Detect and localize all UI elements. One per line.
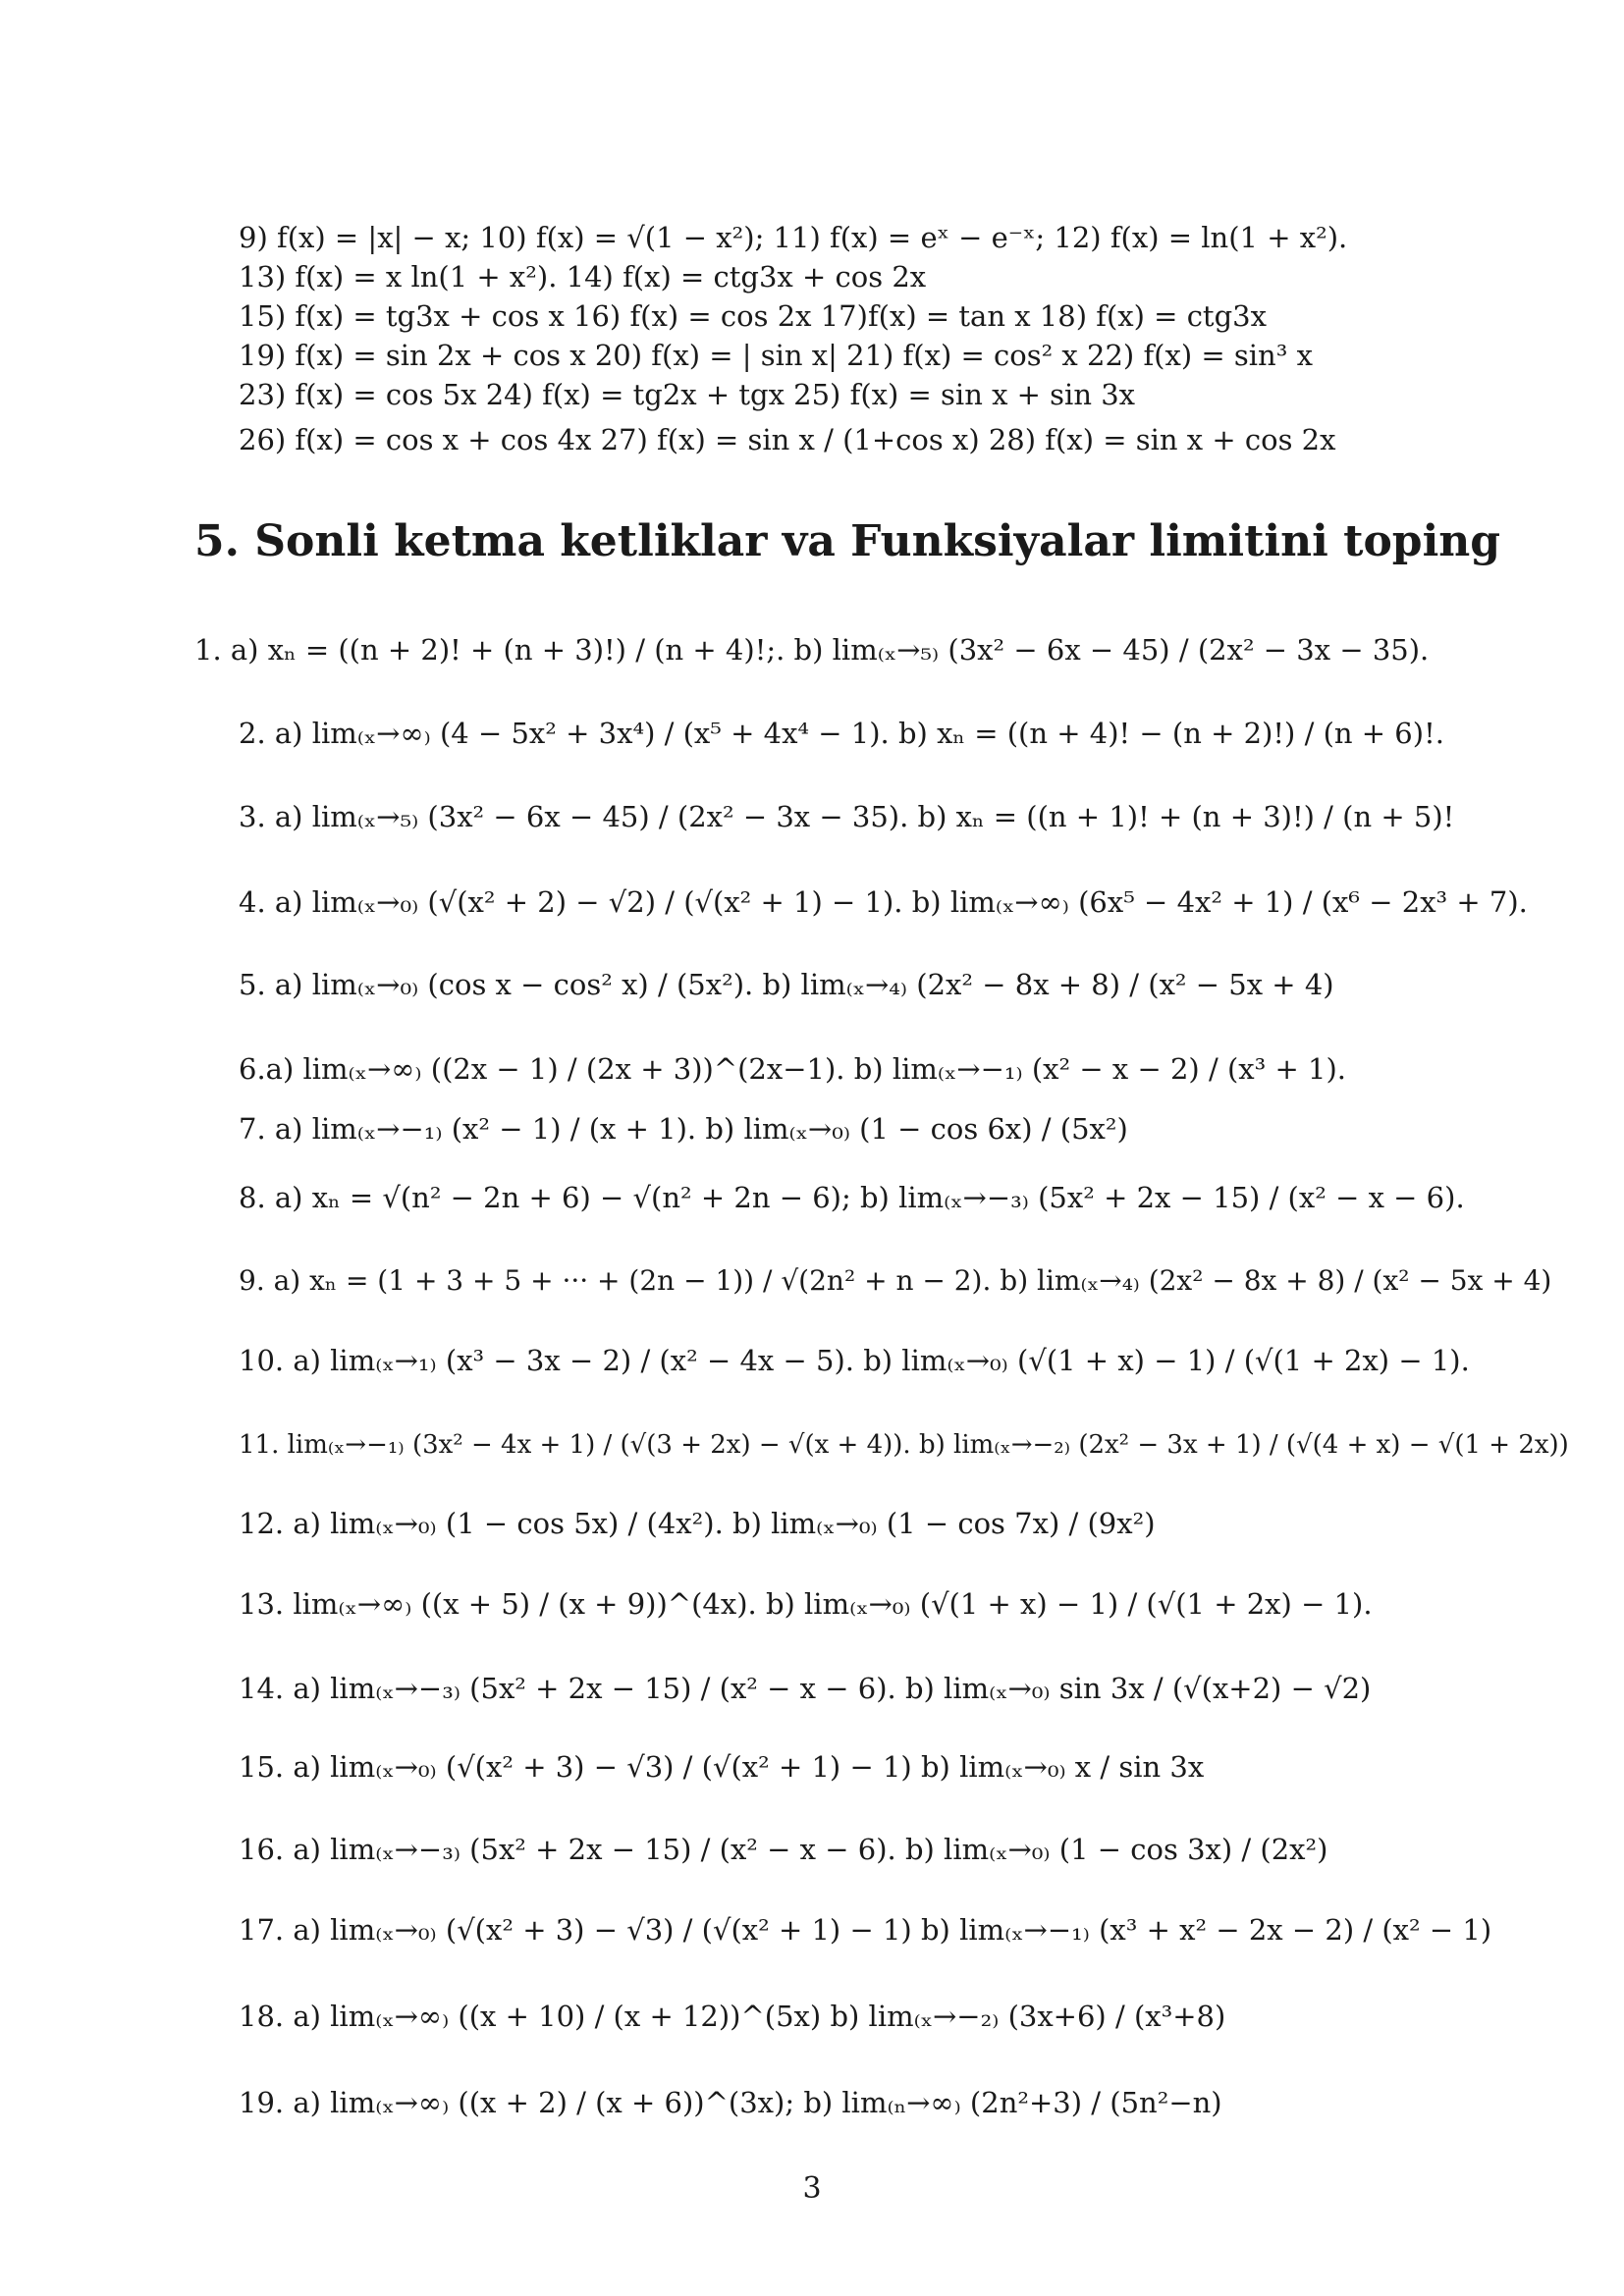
problem-12: 12. a) lim₍ₓ→₀₎ (1 − cos 5x) / (4x²). b) lim₍ₓ→₀₎ (1 − cos 7x) / (9x²)	[239, 1507, 1156, 1540]
problem-5: 5. a) lim₍ₓ→₀₎ (cos x − cos² x) / (5x²). b) lim₍ₓ→₄₎ (2x² − 8x + 8) / (x² − 5x + 4)	[239, 968, 1334, 1001]
problem-14: 14. a) lim₍ₓ→−₃₎ (5x² + 2x − 15) / (x² − x − 6). b) lim₍ₓ→₀₎ sin 3x / (√(x+2) − √2)	[239, 1672, 1372, 1705]
problem-9: 9. a) xₙ = (1 + 3 + 5 + ··· + (2n − 1)) / √(2n² + n − 2). b) lim₍ₓ→₄₎ (2x² − 8x + 8) / (x² − 5x + 4)	[239, 1264, 1552, 1297]
function-list-line-5: 23) f(x) = cos 5x 24) f(x) = tg2x + tgx 25) f(x) = sin x + sin 3x	[239, 378, 1136, 411]
problem-16: 16. a) lim₍ₓ→−₃₎ (5x² + 2x − 15) / (x² − x − 6). b) lim₍ₓ→₀₎ (1 − cos 3x) / (2x²)	[239, 1833, 1328, 1866]
problem-1: 1. a) xₙ = ((n + 2)! + (n + 3)!) / (n + 4)!;. b) lim₍ₓ→₅₎ (3x² − 6x − 45) / (2x² − 3x − 35).	[194, 633, 1430, 667]
problem-13: 13. lim₍ₓ→∞₎ ((x + 5) / (x + 9))^(4x). b) lim₍ₓ→₀₎ (√(1 + x) − 1) / (√(1 + 2x) − 1).	[239, 1587, 1373, 1621]
problem-2: 2. a) lim₍ₓ→∞₎ (4 − 5x² + 3x⁴) / (x⁵ + 4x⁴ − 1). b) xₙ = ((n + 4)! − (n + 2)!) / (n + 6)!.	[239, 717, 1444, 750]
problem-4: 4. a) lim₍ₓ→₀₎ (√(x² + 2) − √2) / (√(x² + 1) − 1). b) lim₍ₓ→∞₎ (6x⁵ − 4x² + 1) / (x⁶ − 2x³ + 7).	[239, 885, 1528, 919]
problem-10: 10. a) lim₍ₓ→₁₎ (x³ − 3x − 2) / (x² − 4x − 5). b) lim₍ₓ→₀₎ (√(1 + x) − 1) / (√(1 + 2x) − 1).	[239, 1344, 1470, 1377]
problem-19: 19. a) lim₍ₓ→∞₎ ((x + 2) / (x + 6))^(3x); b) lim₍ₙ→∞₎ (2n²+3) / (5n²−n)	[239, 2086, 1222, 2119]
problem-8: 8. a) xₙ = √(n² − 2n + 6) − √(n² + 2n − 6); b) lim₍ₓ→−₃₎ (5x² + 2x − 15) / (x² − x − 6).	[239, 1181, 1465, 1214]
problem-15: 15. a) lim₍ₓ→₀₎ (√(x² + 3) − √3) / (√(x² + 1) − 1) b) lim₍ₓ→₀₎ x / sin 3x	[239, 1750, 1205, 1784]
problem-11: 11. lim₍ₓ→−₁₎ (3x² − 4x + 1) / (√(3 + 2x) − √(x + 4)). b) lim₍ₓ→−₂₎ (2x² − 3x + 1) / (√(4 + x) − √(1 + 2x))	[239, 1430, 1569, 1460]
problem-6: 6.a) lim₍ₓ→∞₎ ((2x − 1) / (2x + 3))^(2x−1). b) lim₍ₓ→−₁₎ (x² − x − 2) / (x³ + 1).	[239, 1052, 1346, 1086]
function-list-line-6: 26) f(x) = cos x + cos 4x 27) f(x) = sin x / (1+cos x) 28) f(x) = sin x + cos 2x	[239, 423, 1336, 456]
function-list-line-1: 9) f(x) = |x| − x; 10) f(x) = √(1 − x²); 11) f(x) = eˣ − e⁻ˣ; 12) f(x) = ln(1 + x²).	[239, 221, 1348, 254]
function-list-line-3: 15) f(x) = tg3x + cos x 16) f(x) = cos 2x 17)f(x) = tan x 18) f(x) = ctg3x	[239, 299, 1267, 333]
section-title: 5. Sonli ketma ketliklar va Funksiyalar limitini toping	[194, 516, 1501, 566]
problem-17: 17. a) lim₍ₓ→₀₎ (√(x² + 3) − √3) / (√(x² + 1) − 1) b) lim₍ₓ→−₁₎ (x³ + x² − 2x − 2) / (x² − 1)	[239, 1913, 1492, 1947]
problem-18: 18. a) lim₍ₓ→∞₎ ((x + 10) / (x + 12))^(5x) b) lim₍ₓ→−₂₎ (3x+6) / (x³+8)	[239, 2000, 1226, 2033]
function-list-line-2: 13) f(x) = x ln(1 + x²). 14) f(x) = ctg3x + cos 2x	[239, 260, 927, 294]
function-list-line-4: 19) f(x) = sin 2x + cos x 20) f(x) = | sin x| 21) f(x) = cos² x 22) f(x) = sin³ x	[239, 339, 1313, 372]
problem-7: 7. a) lim₍ₓ→−₁₎ (x² − 1) / (x + 1). b) lim₍ₓ→₀₎ (1 − cos 6x) / (5x²)	[239, 1112, 1128, 1146]
problem-3: 3. a) lim₍ₓ→₅₎ (3x² − 6x − 45) / (2x² − 3x − 35). b) xₙ = ((n + 1)! + (n + 3)!) / (n + 5)!	[239, 800, 1455, 833]
page-number: 3	[802, 2171, 822, 2206]
